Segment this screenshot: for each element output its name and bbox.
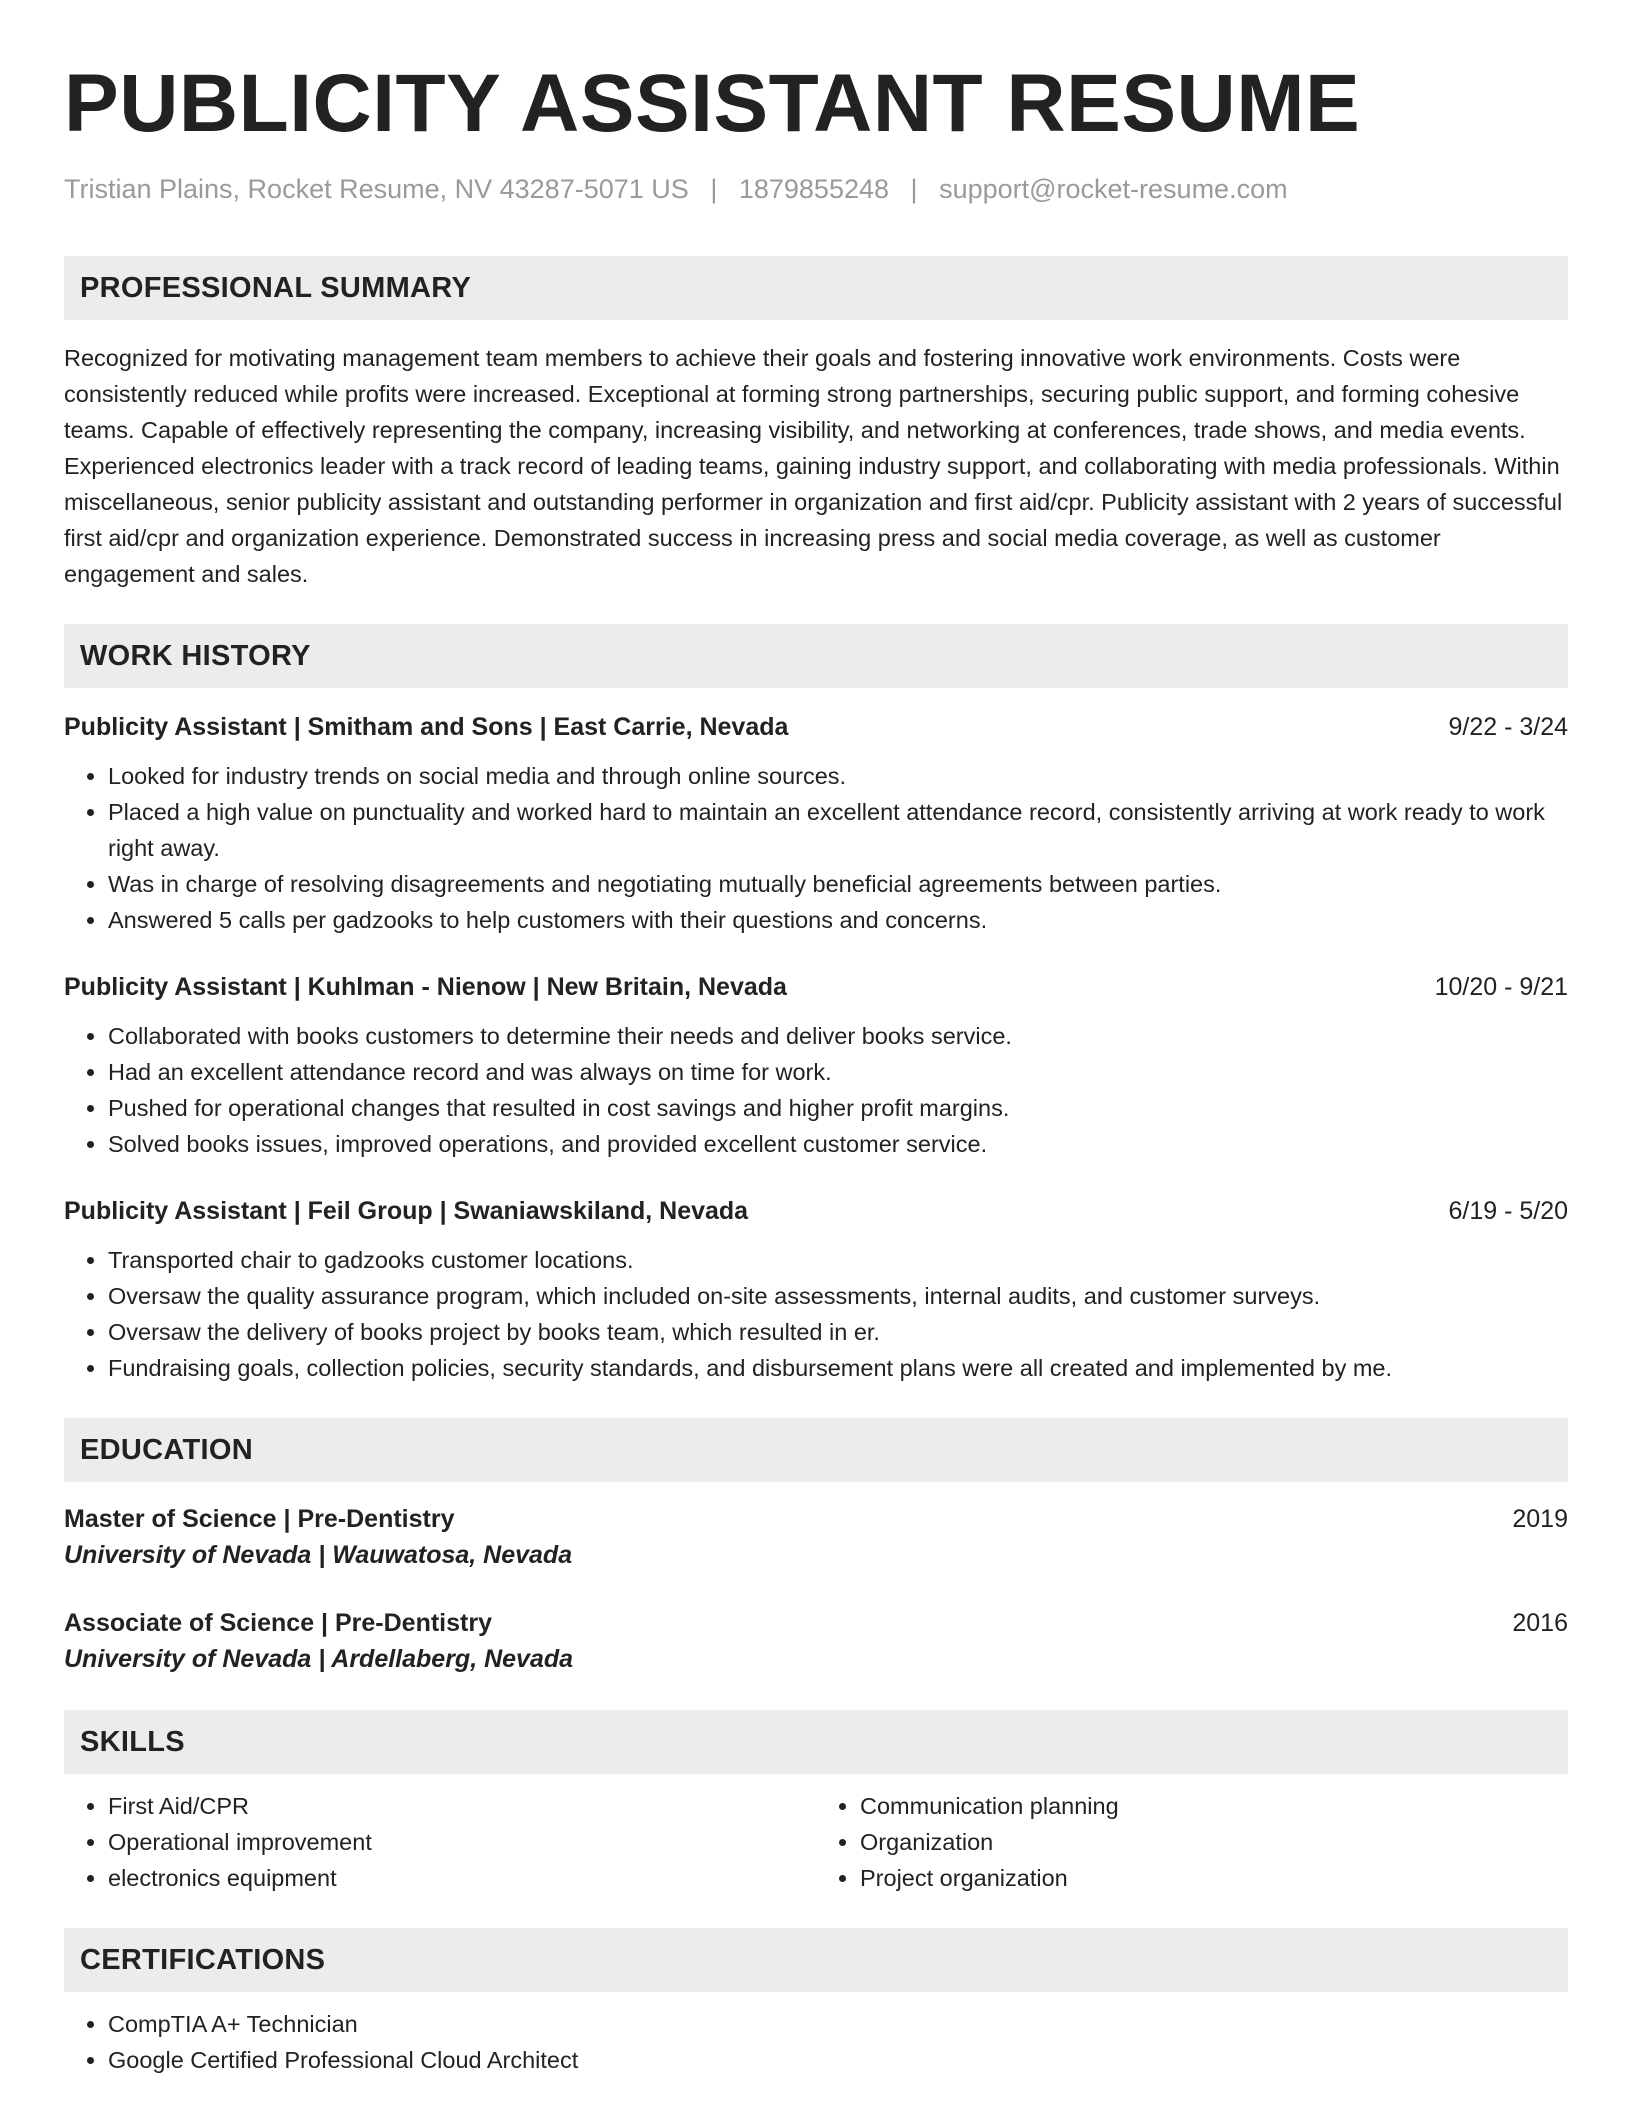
job-header bbox=[64, 710, 1568, 744]
summary-heading: PROFESSIONAL SUMMARY bbox=[64, 256, 1568, 320]
job-bullet: • Transported chair to gadzooks customer locations. bbox=[108, 1242, 1568, 1278]
job-dates: 10/20 - 9/21 bbox=[1434, 973, 1568, 1001]
skill-item: • Organization bbox=[860, 1824, 1568, 1860]
job-dates: 6/19 - 5/20 bbox=[1448, 1197, 1568, 1225]
skill-item: • First Aid/CPR bbox=[108, 1788, 816, 1824]
job-header bbox=[64, 970, 1568, 1004]
job-bullet: • Placed a high value on punctuality and worked hard to maintain an excellent attendance record, consistently arriving at work ready to work right away. bbox=[108, 794, 1568, 866]
skills-column-right bbox=[816, 1788, 1568, 1896]
skill-item: • Project organization bbox=[860, 1860, 1568, 1896]
job-header bbox=[64, 1194, 1568, 1228]
education-entry bbox=[64, 1606, 1568, 1678]
contact-separator: | bbox=[710, 174, 718, 204]
job-bullet: • Solved books issues, improved operations, and provided excellent customer service. bbox=[108, 1126, 1568, 1162]
job-bullet: • Looked for industry trends on social media and through online sources. bbox=[108, 758, 1568, 794]
contact-address: Tristian Plains, Rocket Resume, NV 43287-5071 US bbox=[64, 174, 689, 204]
contact-phone: 1879855248 bbox=[738, 174, 890, 204]
certification-item: • CompTIA A+ Technician bbox=[108, 2006, 1568, 2042]
job-dates: 9/22 - 3/24 bbox=[1448, 713, 1568, 741]
job-bullet: • Answered 5 calls per gadzooks to help customers with their questions and concerns. bbox=[108, 902, 1568, 938]
job-entry bbox=[64, 970, 1568, 1162]
job-bullet: • Oversaw the delivery of books project by books team, which resulted in er. bbox=[108, 1314, 1568, 1350]
job-bullet: • Oversaw the quality assurance program, which included on-site assessments, internal audits, and customer surveys. bbox=[108, 1278, 1568, 1314]
education-year: 2016 bbox=[1512, 1609, 1568, 1637]
job-bullet: • Pushed for operational changes that resulted in cost savings and higher profit margins. bbox=[108, 1090, 1568, 1126]
skills-heading: SKILLS bbox=[64, 1710, 1568, 1774]
skills-grid bbox=[64, 1788, 1568, 1896]
skill-item: • Communication planning bbox=[860, 1788, 1568, 1824]
skill-item: • Operational improvement bbox=[108, 1824, 816, 1860]
job-title: Publicity Assistant | Smitham and Sons | East Carrie, Nevada bbox=[64, 713, 789, 741]
job-bullet: • Had an excellent attendance record and was always on time for work. bbox=[108, 1054, 1568, 1090]
summary-text: Recognized for motivating management team members to achieve their goals and fostering innovative work environments. Costs were consistently reduced while profits were increased. Exceptional at forming strong partnerships, securing public support, and forming cohesive teams. Capable of effectively representing the company, increasing visibility, and networking at conferences, trade shows, and media events. Experienced electronics leader with a track record of leading teams, gaining industry support, and collaborating with media professionals. Within miscellaneous, senior publicity assistant and outstanding performer in organization and first aid/cpr. Publicity assistant with 2 years of successful first aid/cpr and organization experience. Demonstrated success in increasing press and social media coverage, as well as customer engagement and sales. bbox=[64, 345, 1563, 587]
education-header bbox=[64, 1502, 1568, 1536]
job-entry bbox=[64, 710, 1568, 938]
certifications-list bbox=[64, 2006, 1568, 2078]
education-degree: Associate of Science | Pre-Dentistry bbox=[64, 1609, 492, 1637]
education-degree: Master of Science | Pre-Dentistry bbox=[64, 1505, 455, 1533]
education-year: 2019 bbox=[1512, 1505, 1568, 1533]
certification-item: • Google Certified Professional Cloud Architect bbox=[108, 2042, 1568, 2078]
contact-separator: | bbox=[910, 174, 918, 204]
job-entry bbox=[64, 1194, 1568, 1386]
education-school: University of Nevada | Ardellaberg, Nevada bbox=[64, 1645, 574, 1673]
skills-column-left bbox=[64, 1788, 816, 1896]
job-bullet: • Fundraising goals, collection policies, security standards, and disbursement plans were all created and implemented by me. bbox=[108, 1350, 1568, 1386]
skill-item: • electronics equipment bbox=[108, 1860, 816, 1896]
job-title: Publicity Assistant | Kuhlman - Nienow | New Britain, Nevada bbox=[64, 973, 787, 1001]
education-school: University of Nevada | Wauwatosa, Nevada bbox=[64, 1541, 573, 1569]
job-bullets bbox=[64, 1018, 1568, 1162]
job-bullets bbox=[64, 1242, 1568, 1386]
work-history-heading: WORK HISTORY bbox=[64, 624, 1568, 688]
education-entry bbox=[64, 1502, 1568, 1574]
resume-title: PUBLICITY ASSISTANT RESUME bbox=[64, 58, 1361, 149]
education-header bbox=[64, 1606, 1568, 1640]
job-bullet: • Collaborated with books customers to determine their needs and deliver books service. bbox=[108, 1018, 1568, 1054]
contact-line bbox=[64, 172, 1568, 206]
job-title: Publicity Assistant | Feil Group | Swaniawskiland, Nevada bbox=[64, 1197, 749, 1225]
certifications-heading: CERTIFICATIONS bbox=[64, 1928, 1568, 1992]
education-heading: EDUCATION bbox=[64, 1418, 1568, 1482]
job-bullet: • Was in charge of resolving disagreements and negotiating mutually beneficial agreements between parties. bbox=[108, 866, 1568, 902]
contact-email: support@rocket-resume.com bbox=[939, 174, 1288, 204]
job-bullets bbox=[64, 758, 1568, 938]
